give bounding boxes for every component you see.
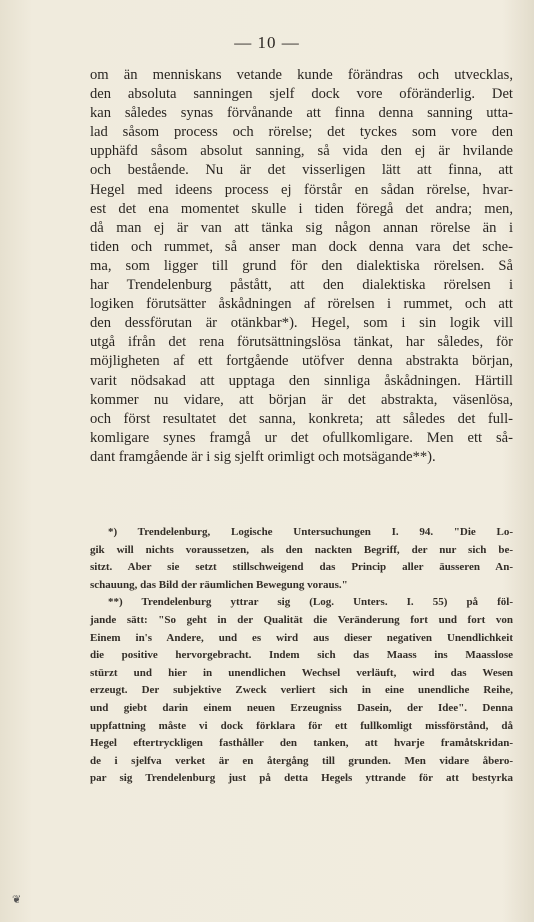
footnote-line: par sig Trendelenburg just på detta Hegels yttrande för att bestyrka xyxy=(90,772,513,785)
body-line: utgå ifrån det rena förutsättningslösa tänkat, har således, för xyxy=(90,334,513,351)
body-line: har Trendelenburg påstått, att den dialektiska rörelsen i xyxy=(90,277,513,294)
footnote-line: uppfattning måste vi dock förklara för ett fullkomligt missförstånd, då xyxy=(90,719,513,732)
footnote-line: sitzt. Aber sie setzt stillschweigend das Princip aller äusseren An- xyxy=(90,561,513,574)
footnote-line: und giebt darin einem neuen Erzeugniss Dasein, der Idee". Denna xyxy=(90,701,513,714)
footnote-line: erzeugt. Der subjektive Zweck verliert sich in eine unendliche Reihe, xyxy=(90,684,513,697)
footnote-line: gik will nichts voraussetzen, als den nackten Begriff, der nur sich be- xyxy=(90,543,513,556)
body-line: den absoluta sanningen sjelf dock vore oföränderlig. Det xyxy=(90,86,513,103)
body-line: kommer nu vidare, att början är det abstrakta, väsenlösa, xyxy=(90,391,513,408)
margin-mark: ❦ xyxy=(12,894,22,906)
body-line: och bestående. Nu är det visserligen lätt att finna, att xyxy=(90,162,513,179)
body-line: varit nödsakad att upptaga den sinnliga åskådningen. Härtill xyxy=(90,372,513,389)
body-line: ma, som ligger till grund för den dialektiska rörelsen. Så xyxy=(90,257,513,274)
body-line: logiken förutsätter åskådningen af rörelsen i rummet, och att xyxy=(90,296,513,313)
footnote-line: *) Trendelenburg, Logische Untersuchungen I. 94. "Die Lo- xyxy=(108,526,513,538)
footnote-line: **) Trendelenburg yttrar sig (Log. Unters. I. 55) på föl- xyxy=(108,596,513,609)
footnote-line: de i sjelfva verket är en återgång till grunden. Men vidare åbero- xyxy=(90,754,513,767)
body-line: tiden och rummet, så anser man dock denna vara det sche- xyxy=(90,238,513,255)
body-line: och först resultatet det sanna, konkreta; att således det full- xyxy=(90,410,513,427)
footnote-line: Einem in's Andere, und es wird aus dieser negativen Unendlichkeit xyxy=(90,631,513,644)
footnote-line: jande sätt: "So geht in der Qualität die Veränderung fort und fort von xyxy=(90,613,513,626)
body-line: upphäfd såsom absolut sanning, så vida den ej är hvilande xyxy=(90,143,513,160)
body-line: komligare synes framgå ur det ofullkomligare. Men ett så- xyxy=(90,429,513,446)
body-text xyxy=(90,66,513,467)
footnote-line: schauung, das Bild der räumlichen Bewegung voraus." xyxy=(90,578,348,591)
body-line: då man ej är van att tänka sig någon annan rörelse än i xyxy=(90,219,513,236)
body-line: lad såsom process och rörelse; det tyckes som vore den xyxy=(90,124,513,141)
body-line: dant framgående är i sig sjelft orimligt och motsägande**). xyxy=(90,448,436,465)
body-line: kan således synas förvånande att finna denna sanning utta- xyxy=(90,105,513,122)
footnote-line: die positive hervorgebracht. Indem sich das Maass ins Maasslose xyxy=(90,649,513,662)
body-line: Hegel med ideens process ej förstår en sådan rörelse, hvar- xyxy=(90,181,513,198)
body-line: möjligheten af ett fortgående utöfver denna abstrakta början, xyxy=(90,353,513,370)
footnote-line: Hegel eftertryckligen fasthåller den tanken, att hvarje framåtskridan- xyxy=(90,737,513,750)
page-number: — 10 — xyxy=(234,33,300,52)
footnote-line: stürzt und hier in unendlichen Wechsel verläuft, wird das Wesen xyxy=(90,666,513,679)
body-line: den dessförutan är otänkbar*). Hegel, som i sin logik vill xyxy=(90,315,513,332)
body-line: om än menniskans vetande kunde förändras och utvecklas, xyxy=(90,67,513,83)
footnotes xyxy=(90,524,513,788)
body-line: est det ena momentet skulle i tiden föregå det andra; men, xyxy=(90,200,513,217)
